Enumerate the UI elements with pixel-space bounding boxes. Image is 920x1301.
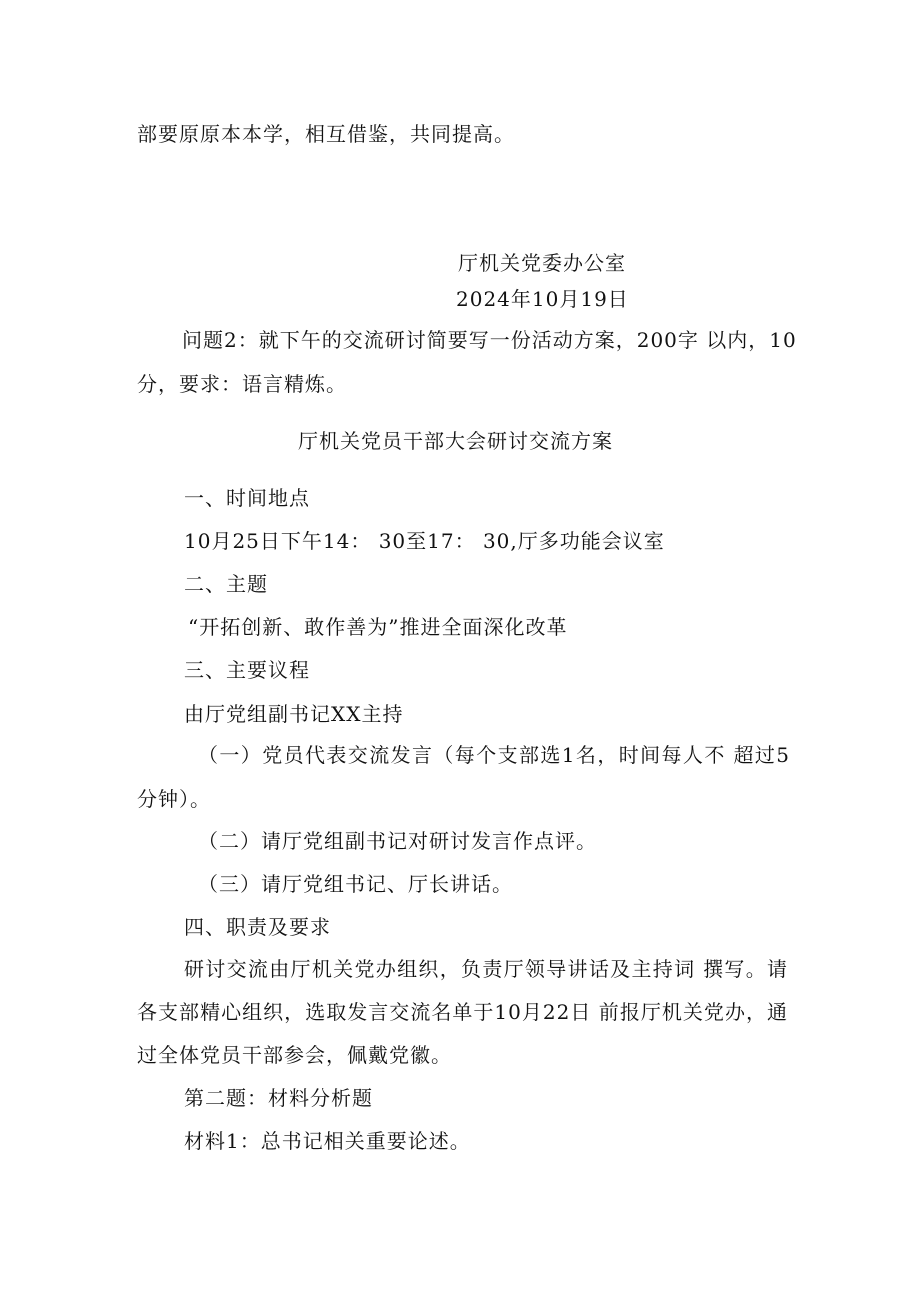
section-4-line-1: 研讨交流由厅机关党办组织，负责厅领导讲话及主持词 撰写。请 [184, 957, 788, 981]
signature-date: 2024年10月19日 [456, 287, 629, 311]
section-4-line-3: 过全体党员干部参会，佩戴党徽。 [137, 1043, 452, 1067]
agenda-item-1-line-2: 分钟）。 [137, 787, 211, 811]
material-1: 材料1：总书记相关重要论述。 [184, 1129, 471, 1153]
section-1-text: 10月25日下午14： 30至17： 30,厅多功能会议室 [184, 529, 665, 553]
section-4-heading: 四、职责及要求 [184, 915, 331, 939]
part-2-heading: 第二题：材料分析题 [184, 1086, 373, 1110]
agenda-item-2: （二）请厅党组副书记对研讨发言作点评。 [198, 829, 597, 853]
section-3-heading: 三、主要议程 [184, 658, 310, 682]
section-2-heading: 二、主题 [184, 572, 268, 596]
agenda-item-3: （三）请厅党组书记、厅长讲话。 [198, 872, 513, 896]
question-2-line-2: 分，要求：语言精炼。 [137, 372, 347, 396]
signature-organization: 厅机关党委办公室 [458, 251, 626, 275]
question-2-line-1: 问题2：就下午的交流研讨简要写一份活动方案，200字 以内，10 [182, 328, 797, 352]
section-2-text: “开拓创新、敢作善为”推进全面深化改革 [188, 615, 568, 639]
plan-title: 厅机关党员干部大会研讨交流方案 [298, 429, 613, 453]
section-3-host: 由厅党组副书记XX主持 [184, 702, 404, 726]
agenda-item-1-line-1: （一）党员代表交流发言（每个支部选1名，时间每人不 超过5 [198, 743, 790, 767]
section-4-line-2: 各支部精心组织，选取发言交流名单于10月22日 前报厅机关党办，通 [137, 1000, 788, 1024]
closing-sentence: 部要原原本本学，相互借鉴，共同提高。 [137, 122, 515, 146]
section-1-heading: 一、时间地点 [184, 486, 310, 510]
